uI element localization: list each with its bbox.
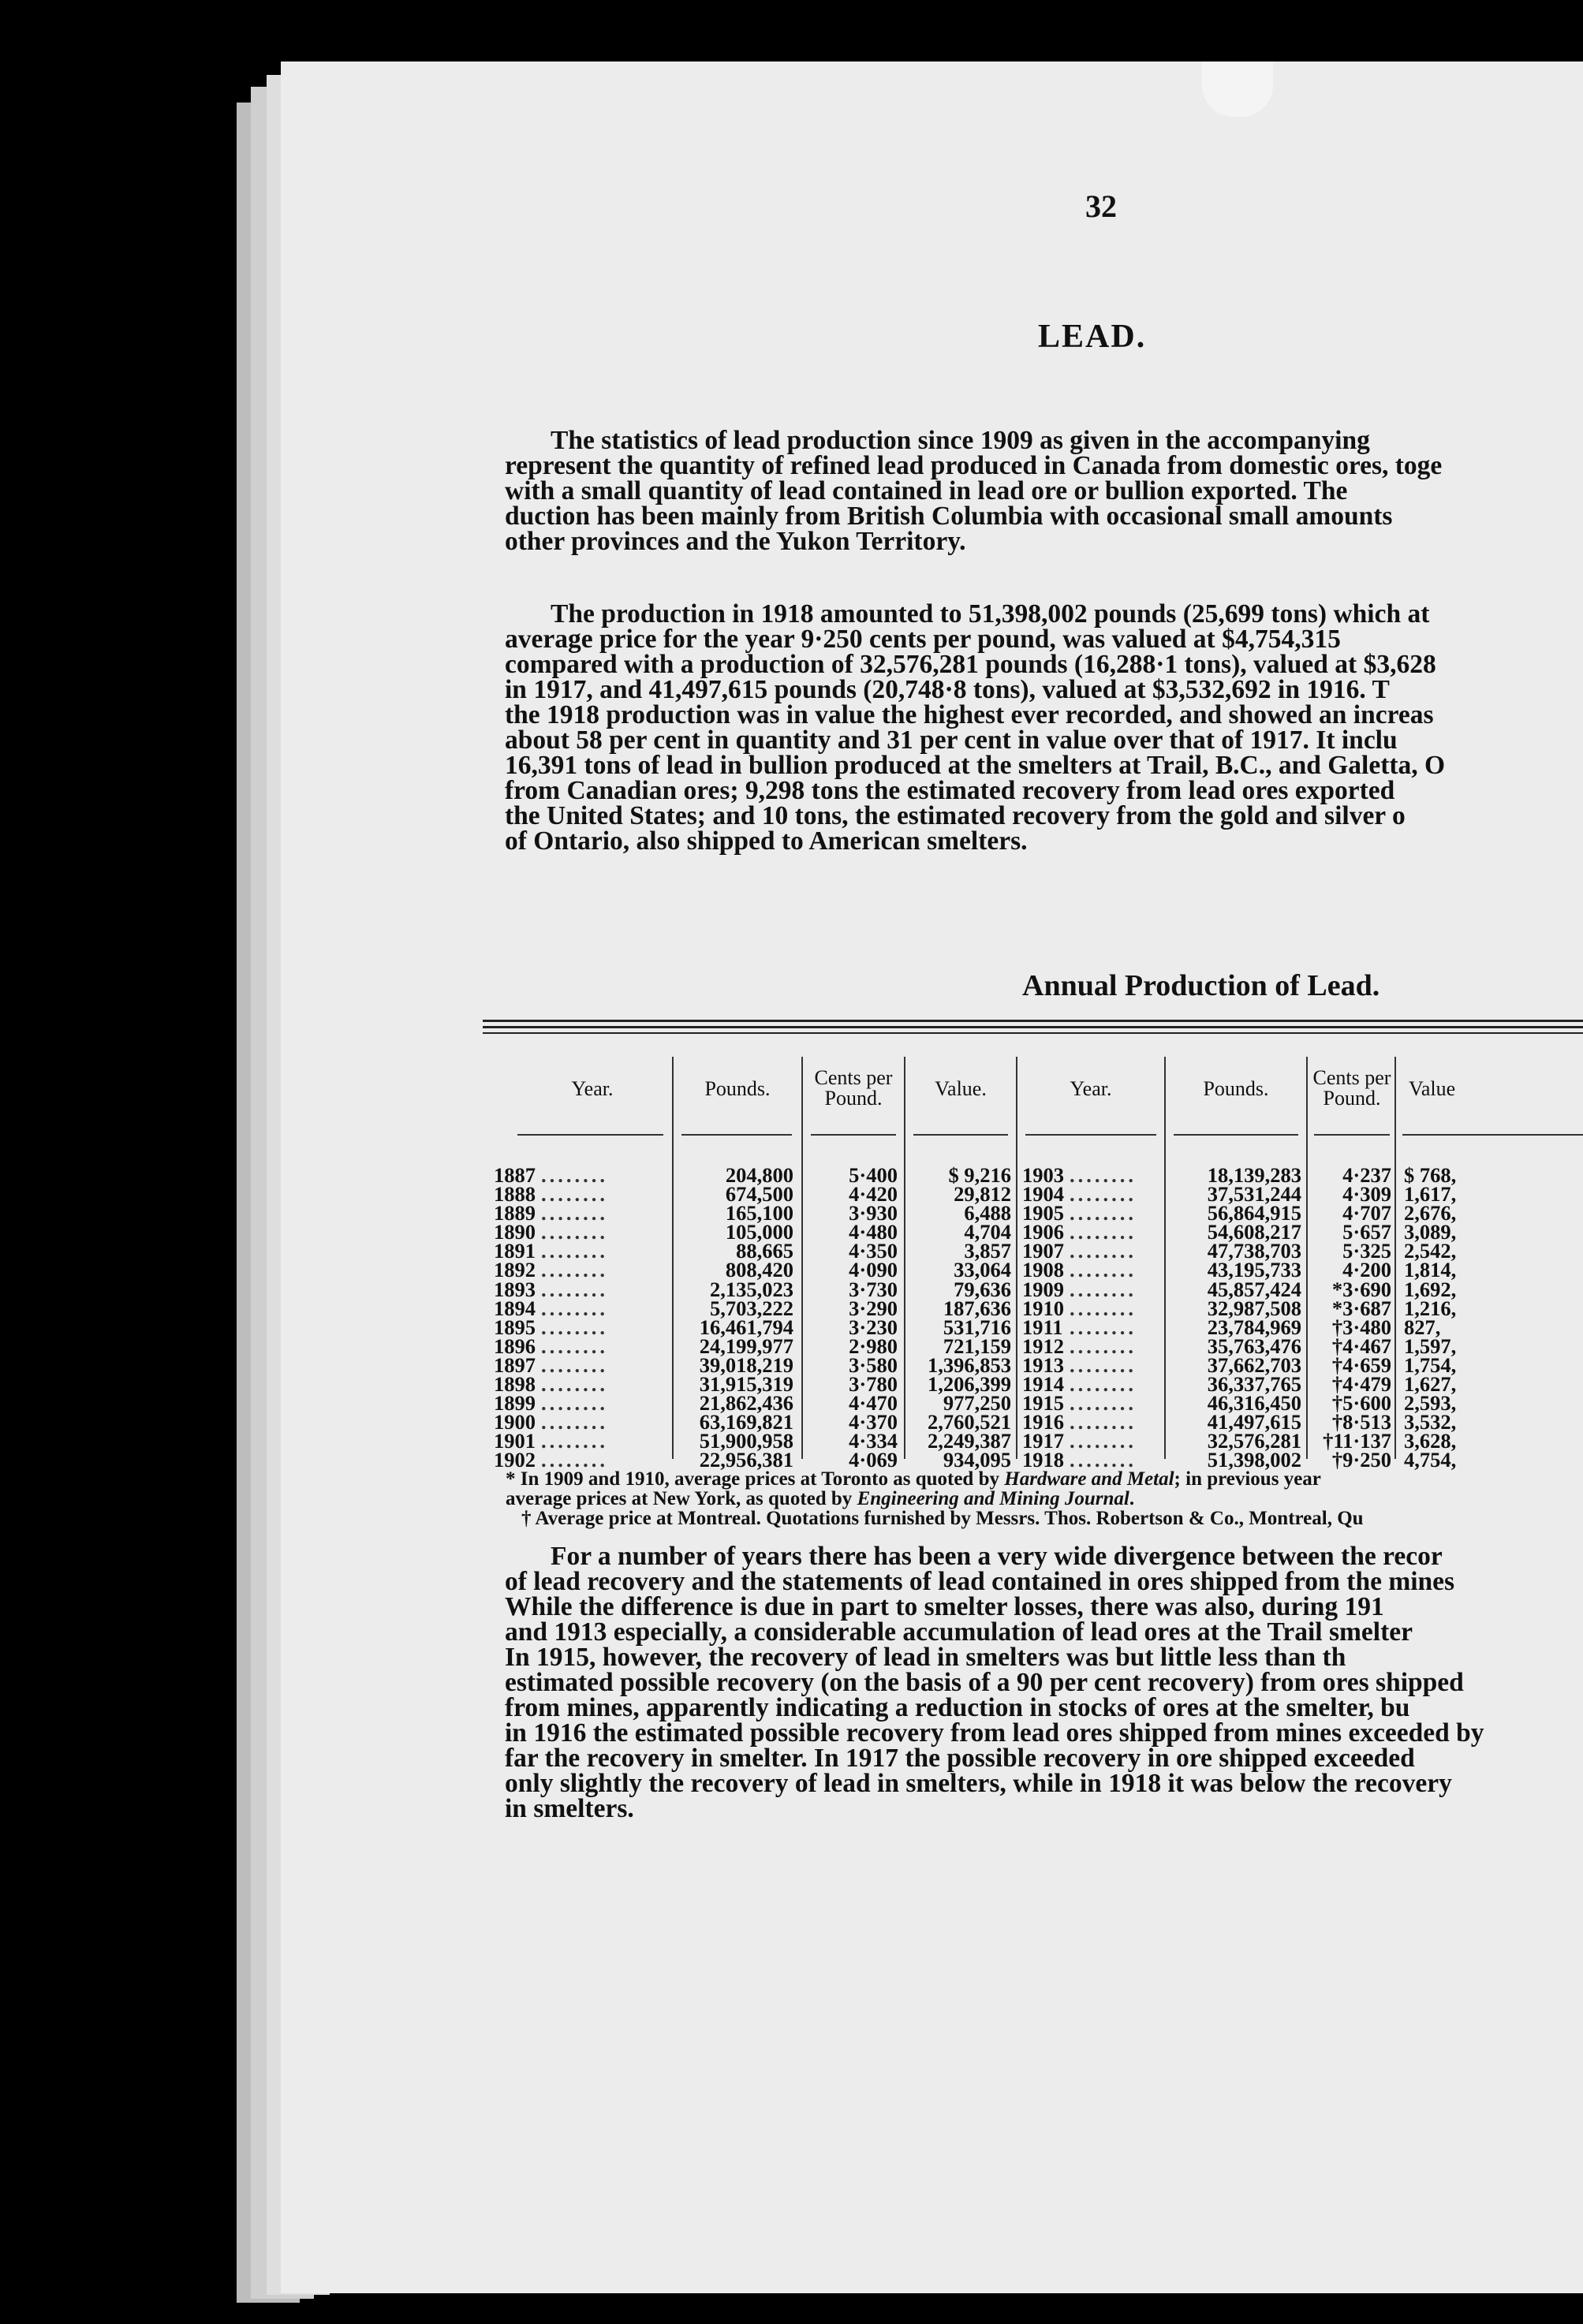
year-label: 1917 — [1022, 1429, 1064, 1453]
header-rule — [913, 1134, 1008, 1136]
table-cell: 4,754, — [1404, 1448, 1457, 1472]
document-page — [281, 62, 1583, 2293]
year-label: 1887 — [494, 1163, 536, 1187]
leader-dots: ........ — [541, 1239, 608, 1263]
leader-dots: ........ — [541, 1163, 608, 1187]
leader-dots: ........ — [541, 1277, 608, 1301]
table-cell: 4·069 — [849, 1448, 898, 1472]
leader-dots: ........ — [1070, 1334, 1137, 1358]
text-line: in smelters. — [505, 1794, 634, 1823]
header-year-2: Year. — [1070, 1077, 1112, 1100]
text-line: the United States; and 10 tons, the estimated recovery from the gold and silver o — [505, 801, 1406, 830]
text-line: In 1915, however, the recovery of lead in smelters was but little less than th — [505, 1643, 1346, 1672]
table-cell: 5·400 — [849, 1163, 898, 1187]
table-cell: †4·467 — [1331, 1334, 1391, 1358]
table-cell: 46,316,450 — [1207, 1391, 1301, 1416]
table-cell: 45,857,424 — [1207, 1277, 1301, 1301]
table-cell: 1,396,853 — [928, 1352, 1011, 1377]
table-cell: 4·370 — [849, 1410, 898, 1434]
header-pounds: Pounds. — [704, 1077, 771, 1100]
year-label: 1908 — [1022, 1258, 1064, 1282]
table-cell: 3,628, — [1404, 1429, 1457, 1453]
year-label: 1904 — [1022, 1182, 1064, 1207]
table-cell: 35,763,476 — [1207, 1334, 1301, 1358]
year-label: 1898 — [494, 1372, 536, 1397]
leader-dots: ........ — [1070, 1201, 1137, 1225]
year-label: 1895 — [494, 1315, 536, 1339]
table-cell: 21,862,436 — [699, 1391, 793, 1416]
table-cell: 3·730 — [849, 1277, 898, 1301]
table-cell: 23,784,969 — [1207, 1315, 1301, 1339]
footnotes — [506, 1469, 1583, 1528]
cents-column — [805, 1163, 898, 1472]
year-label: 1893 — [494, 1277, 536, 1301]
year-label: 1910 — [1022, 1296, 1064, 1320]
table-cell: †3·480 — [1331, 1315, 1391, 1339]
table-cell: 204,800 — [725, 1163, 793, 1187]
leader-dots: ........ — [1070, 1296, 1137, 1320]
year-label: 1902 — [494, 1448, 536, 1472]
table-cell: †4·659 — [1331, 1352, 1391, 1377]
text-line: For a number of years there has been a very wide divergence between the recor — [551, 1542, 1443, 1571]
table-cell: 2,135,023 — [710, 1277, 793, 1301]
leader-dots: ........ — [1070, 1391, 1137, 1416]
text-line: The production in 1918 amounted to 51,398,002 pounds (25,699 tons) which at — [551, 599, 1430, 629]
column-divider — [1016, 1057, 1017, 1459]
header-cents-per-pound: Cents per Pound. — [814, 1066, 893, 1110]
table-cell: 1,814, — [1404, 1258, 1457, 1282]
year-label: 1905 — [1022, 1201, 1064, 1225]
table-cell: 39,018,219 — [699, 1352, 793, 1377]
leader-dots: ........ — [1070, 1182, 1137, 1207]
text-line: about 58 per cent in quantity and 31 per cent in value over that of 1917. It inclu — [505, 726, 1398, 755]
table-cell: 3·580 — [849, 1352, 898, 1377]
year-label: 1901 — [494, 1429, 536, 1453]
text-line: estimated possible recovery (on the basis of a 90 per cent recovery) from ores shipped — [505, 1668, 1464, 1697]
table-cell: 1,216, — [1404, 1296, 1457, 1320]
table-cell: $ 768, — [1404, 1163, 1457, 1187]
table-cell: 4·309 — [1342, 1182, 1391, 1207]
table-cell-year — [1022, 1258, 1161, 1282]
table-cell: 2,593, — [1404, 1391, 1457, 1416]
table-cell: 827, — [1404, 1315, 1441, 1339]
table-top-rule — [483, 1026, 1583, 1028]
table-cell: 808,420 — [725, 1258, 793, 1282]
table-cell: 79,636 — [954, 1277, 1011, 1301]
table-cell: 721,159 — [943, 1334, 1011, 1358]
table-cell-year — [494, 1258, 667, 1282]
table-cell: 4·200 — [1342, 1258, 1391, 1282]
table-cell: 56,864,915 — [1207, 1201, 1301, 1225]
table-cell: 4·420 — [849, 1182, 898, 1207]
header-value: Value. — [935, 1077, 987, 1100]
paragraph-3 — [505, 1544, 1583, 1822]
leader-dots: ........ — [541, 1372, 608, 1397]
table-cell: *3·687 — [1331, 1296, 1391, 1320]
year-label: 1918 — [1022, 1448, 1064, 1472]
table-cell: 4·480 — [849, 1220, 898, 1244]
table-cell: 54,608,217 — [1207, 1220, 1301, 1244]
table-cell: 2,676, — [1404, 1201, 1457, 1225]
table-cell: 2,249,387 — [928, 1429, 1011, 1453]
table-cell: 36,337,765 — [1207, 1372, 1301, 1397]
leader-dots: ........ — [541, 1296, 608, 1320]
leader-dots: ........ — [541, 1315, 608, 1339]
table-cell: 531,716 — [943, 1315, 1011, 1339]
header-cents-per-pound-2: Cents per Pound. — [1312, 1066, 1391, 1110]
year-label: 1889 — [494, 1201, 536, 1225]
paragraph-2 — [505, 599, 1583, 856]
year-label: 1900 — [494, 1410, 536, 1434]
year-label: 1899 — [494, 1391, 536, 1416]
table-cell: †9·250 — [1331, 1448, 1391, 1472]
table-cell: $ 9,216 — [948, 1163, 1011, 1187]
table-cell: 37,662,703 — [1207, 1352, 1301, 1377]
leader-dots: ........ — [541, 1220, 608, 1244]
leader-dots: ........ — [1070, 1258, 1137, 1282]
table-cell: 18,139,283 — [1207, 1163, 1301, 1187]
header-pounds-2: Pounds. — [1203, 1077, 1269, 1100]
table-cell: 2·980 — [849, 1334, 898, 1358]
leader-dots: ........ — [541, 1429, 608, 1453]
year-label: 1914 — [1022, 1372, 1064, 1397]
table-cell: 32,987,508 — [1207, 1296, 1301, 1320]
text-line: 16,391 tons of lead in bullion produced at the smelters at Trail, B.C., and Galetta, O — [505, 751, 1446, 780]
year-label: 1906 — [1022, 1220, 1064, 1244]
table-cell: 32,576,281 — [1207, 1429, 1301, 1453]
table-cell: 3·930 — [849, 1201, 898, 1225]
leader-dots: ........ — [1070, 1372, 1137, 1397]
leader-dots: ........ — [541, 1391, 608, 1416]
year-label: 1897 — [494, 1352, 536, 1377]
year-label: 1896 — [494, 1334, 536, 1358]
text-line: with a small quantity of lead contained in lead ore or bullion exported. The — [505, 476, 1348, 505]
table-cell: 1,692, — [1404, 1277, 1457, 1301]
table-cell: 1,754, — [1404, 1352, 1457, 1377]
table-top-rule — [483, 1032, 1583, 1034]
table-cell: †4·479 — [1331, 1372, 1391, 1397]
footnote-2: † Average price at Montreal. Quotations furnished by Messrs. Thos. Robertson & Co., Montreal, Qu — [521, 1508, 1364, 1529]
column-divider — [801, 1057, 803, 1459]
table-cell: 105,000 — [725, 1220, 793, 1244]
year-label: 1894 — [494, 1296, 536, 1320]
leader-dots: ........ — [1070, 1429, 1137, 1453]
year-label: 1911 — [1022, 1315, 1063, 1339]
footnote-1-cont: average prices at New York, as quoted by Engineering and Mining Journal. — [506, 1488, 1135, 1509]
text-line: of Ontario, also shipped to American smelters. — [505, 826, 1028, 856]
table-cell: 1,627, — [1404, 1372, 1457, 1397]
table-cell: 51,900,958 — [699, 1429, 793, 1453]
leader-dots: ........ — [541, 1334, 608, 1358]
table-cell: 1,206,399 — [928, 1372, 1011, 1397]
table-cell: 51,398,002 — [1207, 1448, 1301, 1472]
text-line: in 1916 the estimated possible recovery from lead ores shipped from mines exceeded by — [505, 1718, 1484, 1748]
table-cell: 1,617, — [1404, 1182, 1457, 1207]
table-cell-year — [1022, 1448, 1161, 1472]
header-rule — [1402, 1134, 1583, 1136]
year-label: 1903 — [1022, 1163, 1064, 1187]
table-cell: 165,100 — [725, 1201, 793, 1225]
text-line: duction has been mainly from British Columbia with occasional small amounts — [505, 502, 1393, 531]
column-divider — [1164, 1057, 1166, 1459]
table-cell: 4·707 — [1342, 1201, 1391, 1225]
table-cell: 1,597, — [1404, 1334, 1457, 1358]
text-line: While the difference is due in part to smelter losses, there was also, during 191 — [505, 1592, 1384, 1621]
table-cell: 3,532, — [1404, 1410, 1457, 1434]
pounds-column — [675, 1163, 793, 1472]
table-cell: 22,956,381 — [699, 1448, 793, 1472]
table-cell: 3,089, — [1404, 1220, 1457, 1244]
leader-dots: ........ — [541, 1448, 608, 1472]
table-cell: 4·334 — [849, 1429, 898, 1453]
table-cell: 63,169,821 — [699, 1410, 793, 1434]
header-rule — [681, 1134, 792, 1136]
year-label: 1909 — [1022, 1277, 1064, 1301]
text-line: of lead recovery and the statements of lead contained in ores shipped from the mines — [505, 1567, 1455, 1596]
text-line: average price for the year 9·250 cents per pound, was valued at $4,754,315 — [505, 625, 1341, 654]
table-top-rule — [483, 1020, 1583, 1022]
leader-dots: ........ — [1070, 1315, 1137, 1339]
text-line: from mines, apparently indicating a reduction in stocks of ores at the smelter, bu — [505, 1693, 1410, 1722]
year-column-2 — [1022, 1163, 1161, 1472]
column-divider — [1394, 1057, 1396, 1459]
paragraph-1 — [505, 428, 1583, 554]
table-cell: 88,665 — [736, 1239, 793, 1263]
table-cell: *3·690 — [1331, 1277, 1391, 1301]
table-cell: 4,704 — [964, 1220, 1011, 1244]
table-cell: 674,500 — [725, 1182, 793, 1207]
cents-column-2 — [1309, 1163, 1391, 1472]
table-cell: 3·290 — [849, 1296, 898, 1320]
leader-dots: ........ — [541, 1258, 608, 1282]
year-label: 1916 — [1022, 1410, 1064, 1434]
leader-dots: ........ — [1070, 1448, 1137, 1472]
year-label: 1892 — [494, 1258, 536, 1282]
column-divider — [1306, 1057, 1308, 1459]
table-cell: 33,064 — [954, 1258, 1011, 1282]
value-column — [907, 1163, 1011, 1472]
footnote-1: * In 1909 and 1910, average prices at Toronto as quoted by Hardware and Metal; in previous year — [506, 1468, 1321, 1490]
leader-dots: ........ — [1070, 1352, 1137, 1377]
leader-dots: ........ — [1070, 1277, 1137, 1301]
table-cell: 47,738,703 — [1207, 1239, 1301, 1263]
text-line: from Canadian ores; 9,298 tons the estimated recovery from lead ores exported — [505, 776, 1395, 805]
leader-dots: ........ — [541, 1201, 608, 1225]
text-line: compared with a production of 32,576,281 pounds (16,288·1 tons), valued at $3,628 — [505, 650, 1436, 679]
table-cell: 5,703,222 — [710, 1296, 793, 1320]
pounds-column-2 — [1167, 1163, 1301, 1472]
leader-dots: ........ — [1070, 1239, 1137, 1263]
year-label: 1891 — [494, 1239, 536, 1263]
text-line: in 1917, and 41,497,615 pounds (20,748·8 tons), valued at $3,532,692 in 1916. T — [505, 675, 1390, 704]
text-line: and 1913 especially, a considerable accumulation of lead ores at the Trail smelter — [505, 1617, 1413, 1647]
year-label: 1915 — [1022, 1391, 1064, 1416]
table-cell: 3,857 — [964, 1239, 1011, 1263]
table-cell: 24,199,977 — [699, 1334, 793, 1358]
table-cell: 2,542, — [1404, 1239, 1457, 1263]
text-line: represent the quantity of refined lead produced in Canada from domestic ores, toge — [505, 451, 1443, 480]
year-column — [494, 1163, 667, 1472]
text-line: The statistics of lead production since 1909 as given in the accompanying — [551, 426, 1370, 455]
header-value-2: Value — [1409, 1077, 1456, 1100]
header-rule — [811, 1134, 896, 1136]
value-column-2 — [1404, 1163, 1583, 1472]
header-rule — [1174, 1134, 1298, 1136]
leader-dots: ........ — [541, 1182, 608, 1207]
table-cell: †11·137 — [1323, 1429, 1391, 1453]
leader-dots: ........ — [1070, 1163, 1137, 1187]
leader-dots: ........ — [541, 1410, 608, 1434]
year-label: 1912 — [1022, 1334, 1064, 1358]
table-cell: 6,488 — [964, 1201, 1011, 1225]
table-cell: †8·513 — [1331, 1410, 1391, 1434]
text-line: other provinces and the Yukon Territory. — [505, 527, 966, 556]
table-cell: 31,915,319 — [699, 1372, 793, 1397]
table-cell: 2,760,521 — [928, 1410, 1011, 1434]
header-rule — [1025, 1134, 1156, 1136]
table-title: Annual Production of Lead. — [1022, 969, 1380, 1002]
table-cell: 3·780 — [849, 1372, 898, 1397]
table-cell: 5·657 — [1342, 1220, 1391, 1244]
torn-corner — [1202, 62, 1273, 117]
table-cell: 43,195,733 — [1207, 1258, 1301, 1282]
text-line: far the recovery in smelter. In 1917 the possible recovery in ore shipped exceeded — [505, 1744, 1415, 1773]
year-label: 1890 — [494, 1220, 536, 1244]
table-cell-year — [494, 1448, 667, 1472]
table-cell: 29,812 — [954, 1182, 1011, 1207]
column-divider — [904, 1057, 905, 1459]
year-label: 1907 — [1022, 1239, 1064, 1263]
table-cell: 187,636 — [943, 1296, 1011, 1320]
table-cell: 4·470 — [849, 1391, 898, 1416]
table-cell: 37,531,244 — [1207, 1182, 1301, 1207]
header-year: Year. — [571, 1077, 614, 1100]
table-cell: 4·350 — [849, 1239, 898, 1263]
leader-dots: ........ — [541, 1352, 608, 1377]
header-rule — [1314, 1134, 1390, 1136]
page-number: 32 — [1085, 188, 1117, 224]
table-cell: †5·600 — [1331, 1391, 1391, 1416]
header-rule — [517, 1134, 663, 1136]
section-title: LEAD. — [1038, 319, 1147, 355]
table-cell: 977,250 — [943, 1391, 1011, 1416]
text-line: the 1918 production was in value the highest ever recorded, and showed an increas — [505, 700, 1434, 729]
table-cell: 5·325 — [1342, 1239, 1391, 1263]
table-cell: 41,497,615 — [1207, 1410, 1301, 1434]
table-cell: 4·090 — [849, 1258, 898, 1282]
year-label: 1888 — [494, 1182, 536, 1207]
leader-dots: ........ — [1070, 1410, 1137, 1434]
leader-dots: ........ — [1070, 1220, 1137, 1244]
text-line: only slightly the recovery of lead in smelters, while in 1918 it was below the recovery — [505, 1769, 1452, 1798]
table-cell: 934,095 — [943, 1448, 1011, 1472]
table-cell: 4·237 — [1342, 1163, 1391, 1187]
year-label: 1913 — [1022, 1352, 1064, 1377]
table-cell: 16,461,794 — [699, 1315, 793, 1339]
table-cell: 3·230 — [849, 1315, 898, 1339]
column-divider — [672, 1057, 674, 1459]
